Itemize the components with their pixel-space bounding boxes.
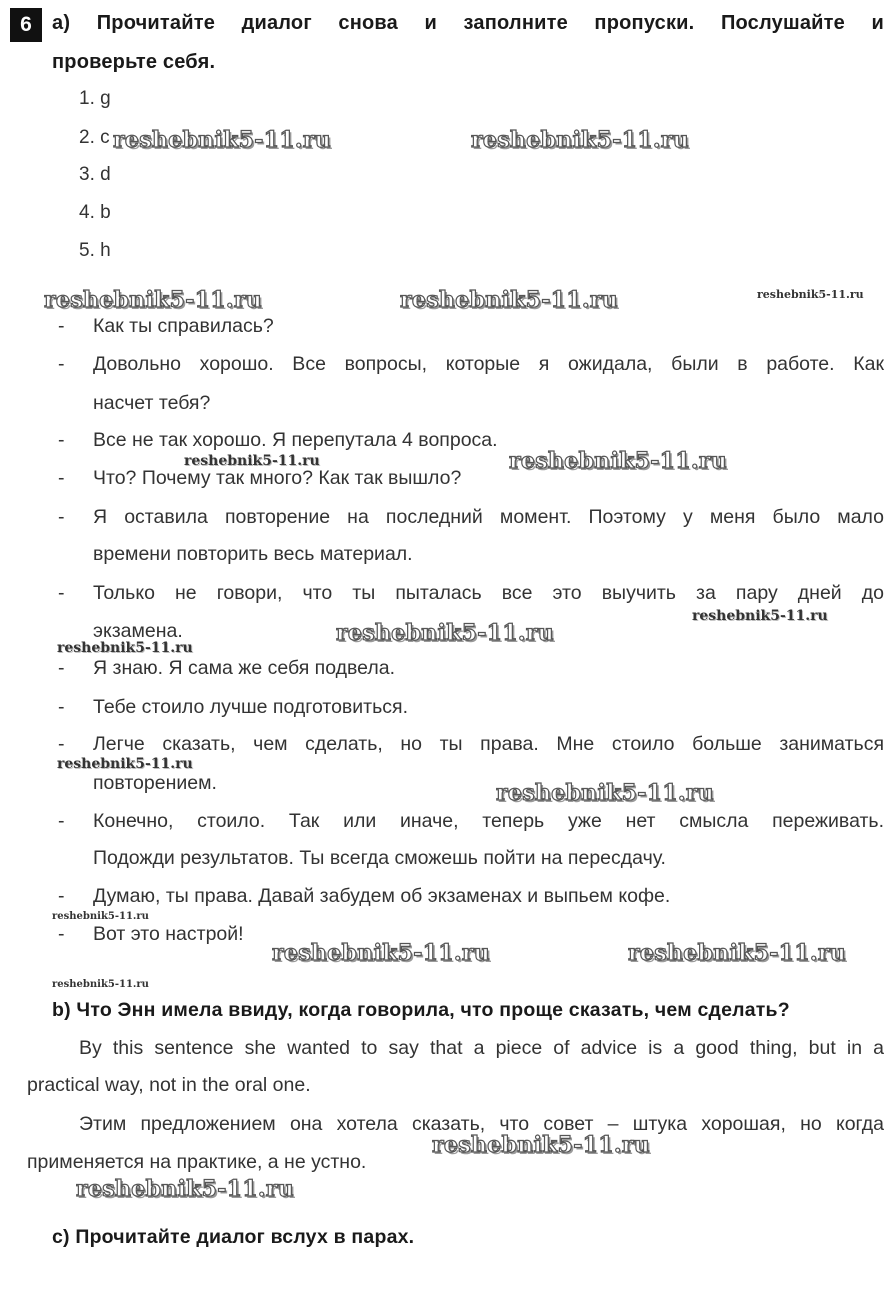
watermark: reshebnik5-11.ru	[692, 608, 828, 624]
watermark: reshebnik5-11.ru	[52, 979, 149, 990]
dialog-dash: -	[58, 657, 65, 679]
dialog-text: Довольно хорошо. Все вопросы, которые я ожидала, были в работе. Как	[93, 353, 884, 375]
dialog-dash: -	[58, 696, 65, 718]
part-a-heading-line2: проверьте себя.	[52, 51, 216, 73]
part-b-english-line1: By this sentence she wanted to say that a piece of advice is a good thing, but in a	[79, 1037, 884, 1059]
answer-item: 1. g	[79, 88, 111, 109]
dialog-dash: -	[58, 467, 65, 489]
watermark: reshebnik5-11.ru	[57, 756, 193, 772]
part-a-heading-line1: a) Прочитайте диалог снова и заполните пропуски. Послушайте и	[52, 12, 884, 34]
part-c-heading: c) Прочитайте диалог вслух в парах.	[52, 1226, 415, 1248]
dialog-text: Конечно, стоило. Так или иначе, теперь уже нет смысла переживать.	[93, 810, 884, 832]
part-b-russian-line2: применяется на практике, а не устно.	[27, 1151, 367, 1173]
dialog-dash: -	[58, 429, 65, 451]
watermark: reshebnik5-11.ru	[184, 453, 320, 469]
watermark: reshebnik5-11.ru	[496, 780, 715, 806]
part-b-russian-line1: Этим предложением она хотела сказать, что совет – штука хорошая, но когда	[79, 1113, 884, 1135]
answer-item: 2. c	[79, 127, 110, 148]
watermark: reshebnik5-11.ru	[509, 448, 728, 474]
answer-item: 3. d	[79, 164, 111, 185]
watermark: reshebnik5-11.ru	[400, 287, 619, 313]
answer-item: 5. h	[79, 240, 111, 261]
dialog-dash: -	[58, 506, 65, 528]
dialog-dash: -	[58, 315, 65, 337]
dialog-text: Что? Почему так много? Как так вышло?	[93, 467, 462, 489]
dialog-dash: -	[58, 810, 65, 832]
dialog-text: Думаю, ты права. Давай забудем об экзаменах и выпьем кофе.	[93, 885, 671, 907]
watermark: reshebnik5-11.ru	[272, 940, 491, 966]
watermark: reshebnik5-11.ru	[628, 940, 847, 966]
watermark: reshebnik5-11.ru	[76, 1176, 295, 1202]
part-b-heading: b) Что Энн имела ввиду, когда говорила, что проще сказать, чем сделать?	[52, 999, 790, 1021]
dialog-text: Подожди результатов. Ты всегда сможешь пойти на пересдачу.	[93, 847, 666, 869]
part-b-english-line2: practical way, not in the oral one.	[27, 1074, 311, 1096]
watermark: reshebnik5-11.ru	[336, 620, 555, 646]
dialog-dash: -	[58, 353, 65, 375]
dialog-dash: -	[58, 885, 65, 907]
watermark: reshebnik5-11.ru	[52, 911, 149, 922]
dialog-text: Я знаю. Я сама же себя подвела.	[93, 657, 396, 679]
dialog-text: Тебе стоило лучше подготовиться.	[93, 696, 408, 718]
task-number-badge: 6	[10, 8, 42, 42]
dialog-text: Вот это настрой!	[93, 923, 244, 945]
dialog-dash: -	[58, 923, 65, 945]
dialog-text: экзамена.	[93, 620, 183, 642]
dialog-text: Только не говори, что ты пыталась все это выучить за пару дней до	[93, 582, 884, 604]
dialog-text: повторением.	[93, 772, 217, 794]
watermark: reshebnik5-11.ru	[471, 127, 690, 153]
watermark: reshebnik5-11.ru	[57, 640, 193, 656]
dialog-dash: -	[58, 733, 65, 755]
dialog-dash: -	[58, 582, 65, 604]
watermark: reshebnik5-11.ru	[44, 287, 263, 313]
dialog-text: Я оставила повторение на последний момент. Поэтому у меня было мало	[93, 506, 884, 528]
dialog-text: насчет тебя?	[93, 392, 211, 414]
dialog-text: Все не так хорошо. Я перепутала 4 вопроса.	[93, 429, 498, 451]
dialog-text: Легче сказать, чем сделать, но ты права. Мне стоило больше заниматься	[93, 733, 884, 755]
answer-item: 4. b	[79, 202, 111, 223]
dialog-text: времени повторить весь материал.	[93, 543, 413, 565]
watermark: reshebnik5-11.ru	[113, 127, 332, 153]
dialog-text: Как ты справилась?	[93, 315, 274, 337]
watermark: reshebnik5-11.ru	[432, 1132, 651, 1158]
watermark: reshebnik5-11.ru	[757, 288, 864, 301]
